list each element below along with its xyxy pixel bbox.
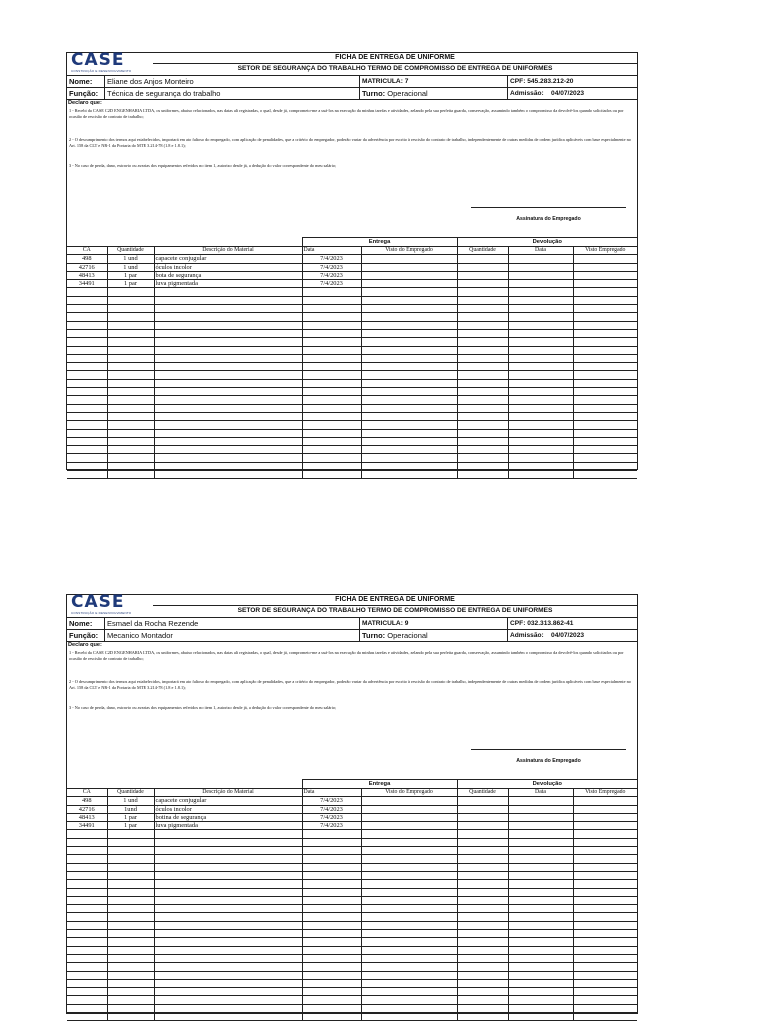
table-row [67, 404, 637, 412]
table-row [67, 954, 637, 962]
employee-row-1 [67, 75, 637, 87]
case-logo: CASE CONSTRUÇÃO E DESENVOLVIMENTO [71, 50, 132, 73]
nome-value: Esmael da Rocha Rezende [105, 618, 360, 629]
table-row [67, 371, 637, 379]
items-table [67, 779, 637, 1021]
clause-3: 3 - No caso de perda, dano, extravio ou avarias dos equipamentos referidos no item 1, autorizo desde já, a dedução do valor correspondente do meu salário; [69, 705, 337, 710]
admissao-field: Admissão: 04/07/2023 [510, 90, 585, 97]
date-cell: 7/4/2023 [302, 822, 361, 830]
table-row [67, 354, 637, 362]
ca-cell: 42716 [67, 263, 107, 271]
table-row [67, 429, 637, 437]
table-row [67, 255, 637, 263]
clause-1: 1 - Recebi da CASE C2D ENGENHARIA LTDA, os uniformes, abaixo relacionados, nas datas ali registradas, o qual, desde já, comprometo-me a usá-los na execução da minhas tarefas e atividades, zelando pela sua perfeita guarda, conservação, assumindo também o compromisso da devolvê-los quando solicitados ou por ocasião de rescisão de contrato de trabalho; [69, 650, 624, 661]
description-cell: luva pigmentada [154, 280, 302, 288]
form-header [67, 592, 637, 617]
devolucao-header: Devolução [457, 238, 637, 247]
form-title: FICHA DE ENTREGA DE UNIFORME [153, 53, 637, 64]
table-group-header [67, 780, 637, 789]
table-row [67, 880, 637, 888]
items-table [67, 237, 637, 479]
matricula-field: MATRICULA: 9 [360, 618, 508, 629]
case-logo: CASE CONSTRUÇÃO E DESENVOLVIMENTO [71, 592, 132, 615]
table-row [67, 913, 637, 921]
form-title: FICHA DE ENTREGA DE UNIFORME [153, 595, 637, 606]
table-row [67, 896, 637, 904]
table-row [67, 379, 637, 387]
cpf-field: CPF: 545.283.212-20 [510, 78, 574, 85]
ca-cell: 498 [67, 255, 107, 263]
table-row [67, 838, 637, 846]
date-cell: 7/4/2023 [302, 255, 361, 263]
uniform-form-2 [66, 594, 638, 1014]
employee-row-2 [67, 87, 637, 99]
table-row [67, 446, 637, 454]
table-row [67, 338, 637, 346]
table-row [67, 797, 637, 805]
description-cell: capacete conjugular [154, 797, 302, 805]
table-row [67, 396, 637, 404]
table-row [67, 863, 637, 871]
description-cell: óculos incolor [154, 805, 302, 813]
signature-line [471, 749, 626, 750]
turno-field: Turno: Operacional [360, 630, 508, 641]
table-row [67, 437, 637, 445]
table-row [67, 830, 637, 838]
clause-2: 2 - O descumprimento dos termos aqui estabelecidos, importará em ato faltoso do empregado, com aplicação de penalidades, que a critério do empregador, poderão variar da advertência por escrito à rescisão do contrato de trabalho, independentemente de outras medidas de ordem jurídica aplicáveis com base especialmente no Art. 158 da CLT e NR-1 da Portaria do MTE 3.214-78 (1.8 e 1.8.1); [69, 679, 631, 690]
table-row [67, 288, 637, 296]
table-row [67, 1004, 637, 1012]
form-header [67, 50, 637, 75]
table-row [67, 1013, 637, 1021]
nome-label: Nome: [67, 76, 105, 87]
table-row [67, 454, 637, 462]
funcao-label: Função: [67, 630, 105, 641]
declaro-heading: Declaro que: [68, 100, 102, 106]
description-cell: botina de segurança [154, 813, 302, 821]
table-column-header: CA Quantidade Descrição do Material Data Visto do Empregado Quantidade Data Visto Empregado [67, 247, 637, 255]
table-row [67, 888, 637, 896]
funcao-label: Função: [67, 88, 105, 99]
table-row [67, 847, 637, 855]
table-row [67, 296, 637, 304]
table-row [67, 471, 637, 479]
quantity-cell: 1 par [107, 822, 154, 830]
quantity-cell: 1 par [107, 813, 154, 821]
table-row [67, 263, 637, 271]
ca-cell: 34491 [67, 280, 107, 288]
table-row [67, 946, 637, 954]
entrega-header: Entrega [302, 238, 457, 247]
table-row [67, 412, 637, 420]
clause-3: 3 - No caso de perda, dano, extravio ou avarias dos equipamentos referidos no item 1, autorizo desde já, a dedução do valor correspondente do meu salário; [69, 163, 337, 168]
matricula-field: MATRICULA: 7 [360, 76, 508, 87]
table-row [67, 938, 637, 946]
table-row [67, 329, 637, 337]
description-cell: capacete conjugular [154, 255, 302, 263]
table-column-header: CA Quantidade Descrição do Material Data Visto do Empregado Quantidade Data Visto Empregado [67, 789, 637, 797]
signature-label: Assinatura do Empregado [516, 216, 581, 222]
table-row [67, 921, 637, 929]
signature-line [471, 207, 626, 208]
description-cell: óculos incolor [154, 263, 302, 271]
clause-2: 2 - O descumprimento dos termos aqui estabelecidos, importará em ato faltoso do empregado, com aplicação de penalidades, que a critério do empregador, poderão variar da advertência por escrito à rescisão do contrato de trabalho, independentemente de outras medidas de ordem jurídica aplicáveis com base especialmente no Art. 158 da CLT e NR-1 da Portaria do MTE 3.214-78 (1.8 e 1.8.1); [69, 137, 631, 148]
table-row [67, 388, 637, 396]
table-row [67, 813, 637, 821]
description-cell: bota de segurança [154, 271, 302, 279]
description-cell: luva pigmentada [154, 822, 302, 830]
uniform-form-1 [66, 52, 638, 470]
table-row [67, 855, 637, 863]
table-row [67, 305, 637, 313]
table-row [67, 805, 637, 813]
employee-row-1 [67, 617, 637, 629]
ca-cell: 48413 [67, 271, 107, 279]
clause-1: 1 - Recebi da CASE C2D ENGENHARIA LTDA, os uniformes, abaixo relacionados, nas datas ali registradas, o qual, desde já, comprometo-me a usá-los na execução da minhas tarefas e atividades, zelando pela sua perfeita guarda, conservação, assumindo também o compromisso da devolvê-los quando solicitados ou por ocasião de rescisão de contrato de trabalho; [69, 108, 624, 119]
table-row [67, 905, 637, 913]
quantity-cell: 1 und [107, 255, 154, 263]
nome-value: Eliane dos Anjos Monteiro [105, 76, 360, 87]
ca-cell: 48413 [67, 813, 107, 821]
form-subtitle: SETOR DE SEGURANÇA DO TRABALHO TERMO DE COMPROMISSO DE ENTREGA DE UNIFORMES [237, 65, 553, 72]
table-row [67, 930, 637, 938]
date-cell: 7/4/2023 [302, 271, 361, 279]
entrega-header: Entrega [302, 780, 457, 789]
quantity-cell: 1 und [107, 263, 154, 271]
table-row [67, 346, 637, 354]
table-row [67, 280, 637, 288]
table-row [67, 871, 637, 879]
cpf-field: CPF: 032.313.862-41 [510, 620, 574, 627]
employee-row-2 [67, 629, 637, 641]
table-row [67, 963, 637, 971]
nome-label: Nome: [67, 618, 105, 629]
ca-cell: 34491 [67, 822, 107, 830]
table-row [67, 822, 637, 830]
table-group-header [67, 238, 637, 247]
declaration-section [67, 641, 637, 779]
date-cell: 7/4/2023 [302, 797, 361, 805]
declaration-section [67, 99, 637, 237]
date-cell: 7/4/2023 [302, 813, 361, 821]
quantity-cell: 1und [107, 805, 154, 813]
funcao-value: Mecanico Montador [105, 630, 360, 641]
table-row [67, 996, 637, 1004]
date-cell: 7/4/2023 [302, 280, 361, 288]
table-row [67, 988, 637, 996]
date-cell: 7/4/2023 [302, 805, 361, 813]
funcao-value: Técnica de segurança do trabalho [105, 88, 360, 99]
quantity-cell: 1 und [107, 797, 154, 805]
admissao-field: Admissão: 04/07/2023 [510, 632, 585, 639]
table-row [67, 313, 637, 321]
date-cell: 7/4/2023 [302, 263, 361, 271]
form-subtitle: SETOR DE SEGURANÇA DO TRABALHO TERMO DE COMPROMISSO DE ENTREGA DE UNIFORMES [237, 607, 553, 614]
table-row [67, 421, 637, 429]
devolucao-header: Devolução [457, 780, 637, 789]
table-row [67, 321, 637, 329]
table-row [67, 979, 637, 987]
table-row [67, 971, 637, 979]
ca-cell: 498 [67, 797, 107, 805]
declaro-heading: Declaro que: [68, 642, 102, 648]
ca-cell: 42716 [67, 805, 107, 813]
table-row [67, 271, 637, 279]
table-row [67, 462, 637, 470]
quantity-cell: 1 par [107, 280, 154, 288]
table-row [67, 363, 637, 371]
signature-label: Assinatura do Empregado [516, 758, 581, 764]
turno-field: Turno: Operacional [360, 88, 508, 99]
quantity-cell: 1 par [107, 271, 154, 279]
